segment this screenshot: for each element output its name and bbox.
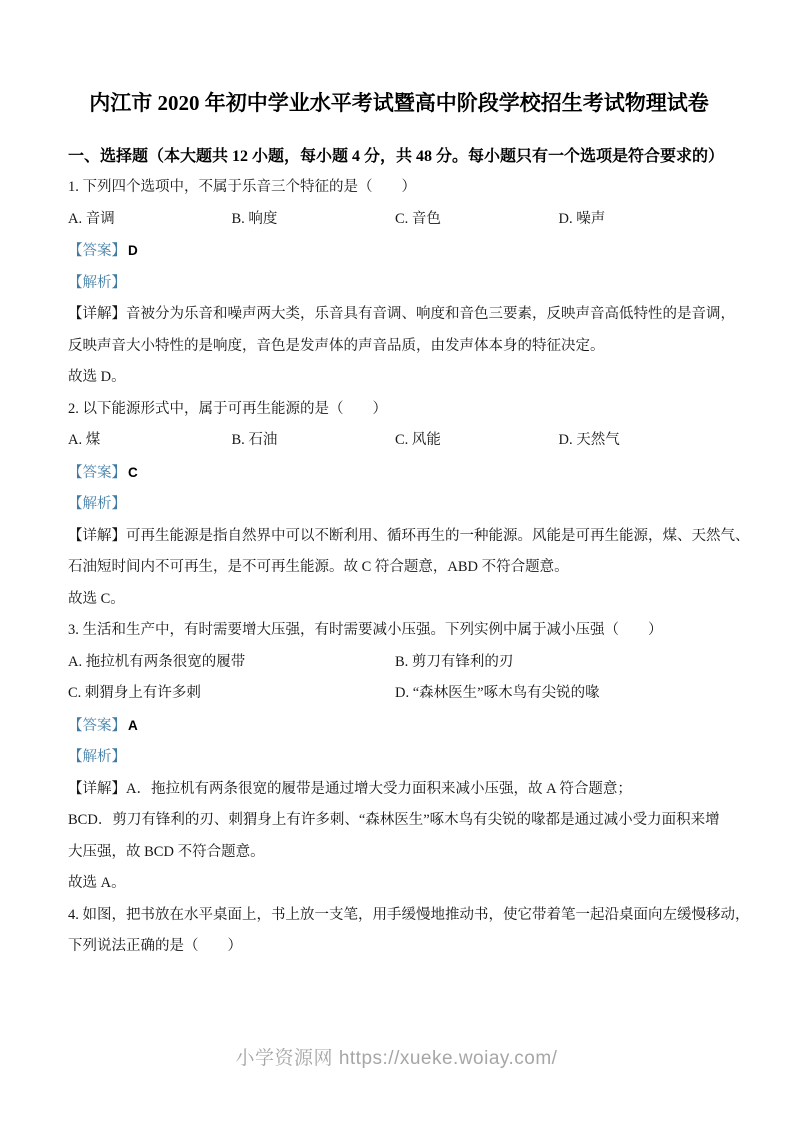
question-1-options [68,204,730,236]
explanation-line: 石油短时间内不可再生，是不可再生能源。故 C 符合题意，ABD 不符合题意。 [68,559,569,575]
option-c: C. 刺猬身上有许多刺 [68,685,201,701]
page-title: 内江市 2020 年初中学业水平考试暨高中阶段学校招生考试物理试卷 [89,91,709,115]
question-2-stem: 2. 以下能源形式中，属于可再生能源的是（ ） [68,400,387,417]
question-3-options-row-2 [68,678,730,710]
explanation-line: BCD．剪刀有锋利的刃、刺猬身上有许多刺、“森林医生”啄木鸟有尖锐的喙都是通过减小受力面积来增 [68,812,720,828]
question-3-options-row-1 [68,647,730,679]
answer-value: C [128,464,138,480]
option-b: B. 剪刀有锋利的刃 [395,653,514,670]
question-4-stem-line-2: 下列说法正确的是（ ） [68,938,242,954]
explanation-line: 【详解】音被分为乐音和噪声两大类，乐音具有音调、响度和音色三要素，反映声音高低特性的是音调， [68,306,735,322]
answer-value: D [128,243,138,258]
footer-watermark: 小学资源网 https://xueke.woiay.com/ [235,1048,558,1069]
question-1-analysis-line [68,268,730,300]
question-1-stem: 1. 下列四个选项中，不属于乐音三个特征的是（ ） [68,179,416,195]
option-a: A. 音调 [68,210,115,227]
question-2-options [68,425,730,457]
conclusion-line: 故选 A。 [68,875,126,891]
page-content [68,88,750,963]
option-b: B. 响度 [231,210,278,227]
question-3 [68,615,730,900]
question-4 [68,900,750,963]
explanation-line: 【详解】可再生能源是指自然界中可以不断利用、循环再生的一种能源。风能是可再生能源，煤、天然气、 [68,527,750,544]
question-2-answer-line [68,457,730,490]
question-1-answer-line [68,235,730,268]
option-d: D. 噪声 [558,210,606,227]
question-3-answer-line [68,710,730,743]
question-2 [68,394,750,616]
option-a: A. 拖拉机有两条很宽的履带 [68,653,246,670]
option-b: B. 石油 [231,432,278,448]
explanation-line: 【详解】A．拖拉机有两条很宽的履带是通过增大受力面积来减小压强，故 A 符合题意； [68,780,632,797]
question-3-analysis-line [68,742,730,774]
explanation-line: 反映声音大小特性的是响度，音色是发声体的声音品质，由发声体本身的特征决定。 [68,337,605,354]
option-a: A. 煤 [68,432,101,448]
analysis-label: 【解析】 [68,274,126,291]
question-1 [68,172,735,394]
option-d: D. 天然气 [558,432,620,448]
answer-label: 【答案】 [68,717,126,734]
question-2-analysis-line [68,489,730,521]
answer-value: A [128,717,138,733]
option-c: C. 音色 [395,210,441,227]
answer-label: 【答案】 [68,243,126,259]
option-d: D. “森林医生”啄木鸟有尖锐的喙 [395,685,600,701]
option-c: C. 风能 [395,432,441,448]
analysis-label: 【解析】 [68,749,126,765]
answer-label: 【答案】 [68,464,126,481]
question-3-stem: 3. 生活和生产中，有时需要增大压强，有时需要减小压强。下列实例中属于减小压强（ ） [68,622,663,638]
explanation-line: 大压强，故 BCD 不符合题意。 [68,843,265,860]
section-heading: 一、选择题（本大题共 12 小题，每小题 4 分，共 48 分。每小题只有一个选项是符合要求的） [68,148,725,165]
conclusion-line: 故选 C。 [68,590,125,607]
conclusion-line: 故选 D。 [68,369,126,385]
question-4-stem-line-1: 4. 如图，把书放在水平桌面上，书上放一支笔，用手缓慢地推动书，使它带着笔一起沿桌面向左缓慢移动， [68,906,750,923]
analysis-label: 【解析】 [68,496,126,512]
